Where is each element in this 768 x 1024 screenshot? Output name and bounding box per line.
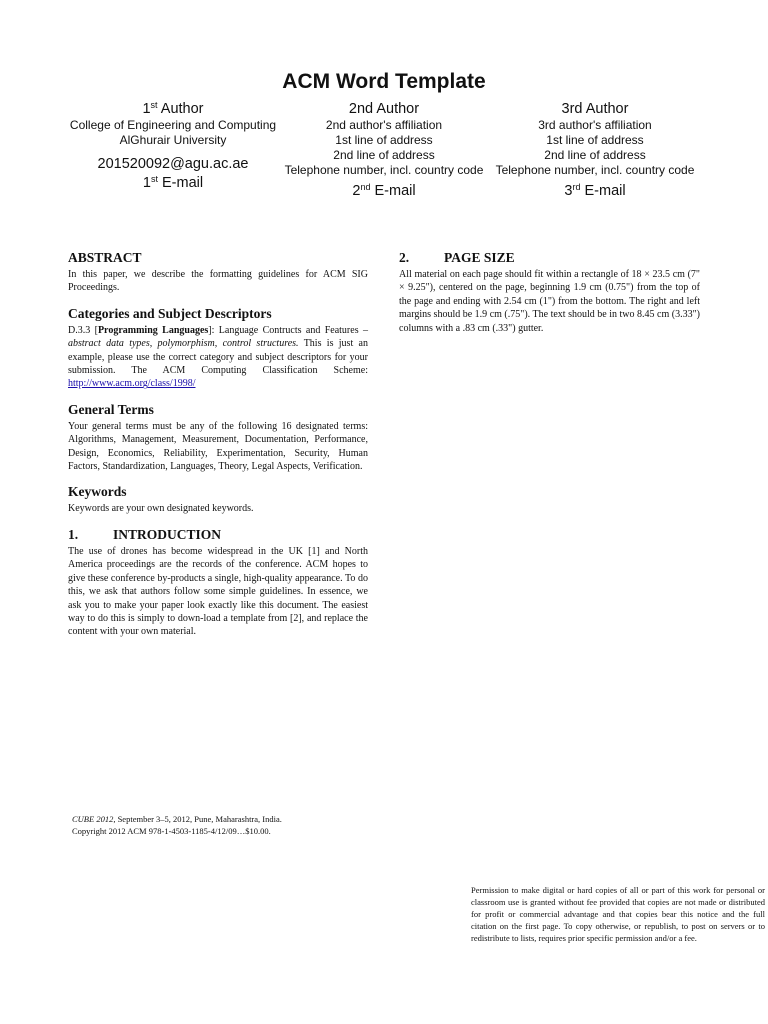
author-affiliation: 2nd author's affiliation <box>325 118 443 132</box>
author-email: 2nd E-mail <box>352 182 416 199</box>
author-address: 2nd line of address <box>333 148 435 162</box>
conference-footnote <box>72 813 372 837</box>
author-email: 1st E-mail <box>142 174 204 191</box>
keywords-section <box>68 484 368 515</box>
abstract-heading: ABSTRACT <box>68 250 142 265</box>
author-name: 3rd Author <box>561 101 629 117</box>
introduction-text: The use of drones has become widespread in the UK [1] and North America proceedings are the records of the conference. ACM hopes to give these conference by-products a single, high-quality appearance. To do this, we ask that authors follow some simple guidelines. In essence, we ask you to make your paper look exactly like this document. The easiest way to do this is simply to down-load a template from [2], and replace the content with your own material. <box>68 545 368 638</box>
left-column <box>68 250 368 650</box>
author-phone: Telephone number, incl. country code <box>495 163 695 177</box>
author-address: 2nd line of address <box>544 148 646 162</box>
paper-title: ACM Word Template <box>282 70 486 93</box>
general-terms-heading: General Terms <box>68 401 154 417</box>
categories-section <box>68 306 368 391</box>
page-size-section <box>399 250 700 335</box>
permission-notice: Permission to make digital or hard copies of all or part of this work for personal or classroom use is granted without fee provided that copies are not made or distributed for profit or commercial advantage and that copies bear this notice and the full citation on the first page. To copy otherwise, or republish, to post on servers or to redistribute to lists, requires prior specific permission and/or a fee. <box>471 885 765 943</box>
author-email: 3rd E-mail <box>564 182 626 199</box>
author-name: 1st Author <box>142 100 204 117</box>
author-email-address: 201520092@agu.ac.ae <box>97 156 249 172</box>
keywords-text: Keywords are your own designated keywords. <box>68 503 254 515</box>
abstract-section <box>68 250 368 295</box>
author-address: 1st line of address <box>546 133 644 147</box>
categories-text: D.3.3 [Programming Languages]: Language Contructs and Features – abstract data types, polymorphism, control structures. This is just an example, please use the correct category and subject descriptors for your submission. The ACM Computing Classification Scheme: http://www.acm.org/class/1998/ <box>68 324 368 390</box>
categories-heading: Categories and Subject Descriptors <box>68 305 272 321</box>
abstract-text: In this paper, we describe the formatting guidelines for ACM SIG Proceedings. <box>68 269 368 294</box>
author-name: 2nd Author <box>348 101 420 117</box>
page-size-heading: 2. PAGE SIZE <box>399 250 515 265</box>
author-address: 1st line of address <box>335 133 433 147</box>
author-affiliation: 3rd author's affiliation <box>538 118 652 132</box>
author-affiliation: AlGhurair University <box>119 133 227 147</box>
author-block-2 <box>280 100 488 200</box>
introduction-heading: 1. INTRODUCTION <box>68 526 222 542</box>
introduction-section <box>68 527 368 639</box>
copyright-line: Copyright 2012 ACM 978-1-4503-1185-4/12/09…$10.00. <box>72 826 271 836</box>
author-block-1 <box>62 100 284 192</box>
page-size-text: All material on each page should fit within a rectangle of 18 × 23.5 cm (7" × 9.25"), centered on the page, beginning 1.9 cm (0.75") from the top of the page and ending with 2.54 cm (1") from the bottom. The right and left margins should be 1.9 cm (.75"). The text should be in two 8.45 cm (3.33") columns with a .83 cm (.33") gutter. <box>399 269 700 334</box>
right-column <box>399 250 700 346</box>
conference-info: CUBE 2012, September 3–5, 2012, Pune, Maharashtra, India. <box>72 814 282 824</box>
keywords-heading: Keywords <box>68 484 127 500</box>
classification-link[interactable]: http://www.acm.org/class/1998/ <box>68 378 196 390</box>
general-terms-section <box>68 402 368 474</box>
general-terms-text: Your general terms must be any of the following 16 designated terms: Algorithms, Management, Measurement, Documentation, Performance, Design, Economics, Reliability, Experimentation, Security, Human Factors, Standardization, Languages, Theory, Legal Aspects, Verification. <box>68 420 368 473</box>
author-phone: Telephone number, incl. country code <box>284 163 484 177</box>
author-affiliation: College of Engineering and Computing <box>69 118 277 132</box>
author-block-3 <box>492 100 698 200</box>
